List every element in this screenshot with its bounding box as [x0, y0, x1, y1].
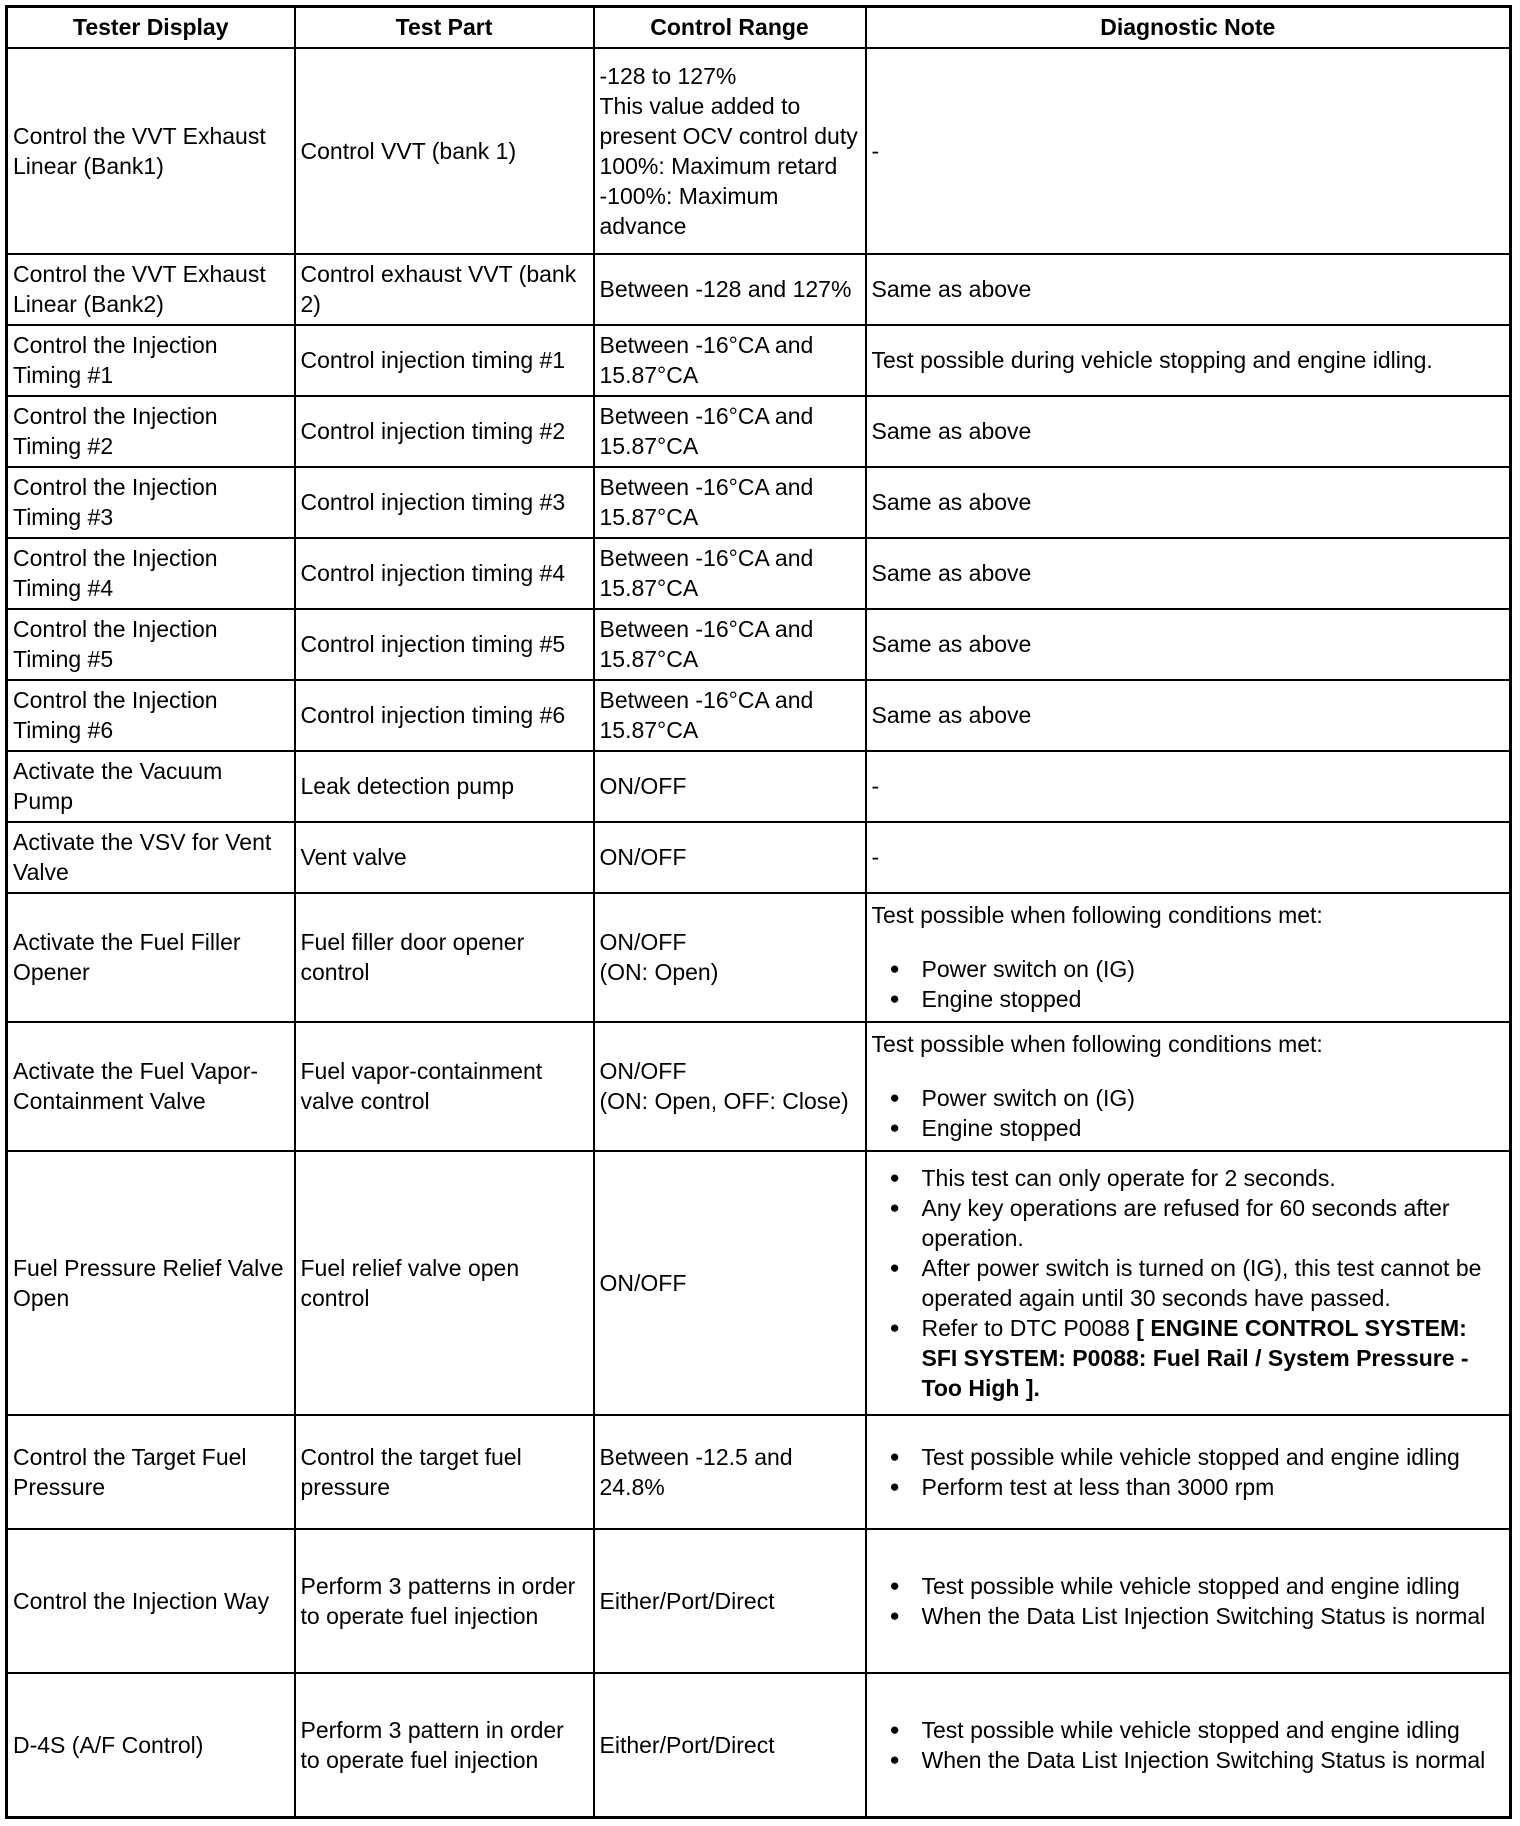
cell-control-range: Between -16°CA and 15.87°CA	[594, 325, 866, 396]
range-line: (ON: Open, OFF: Close)	[599, 1088, 849, 1115]
header-diagnostic-note: Diagnostic Note	[866, 7, 1511, 48]
note-bullet-list	[872, 1083, 1505, 1143]
note-bullet-list	[872, 954, 1505, 1014]
cell-diagnostic-note: Same as above	[866, 254, 1511, 325]
cell-control-range: Either/Port/Direct	[594, 1673, 866, 1817]
cell-control-range: Between -16°CA and 15.87°CA	[594, 538, 866, 609]
table-row	[7, 751, 1511, 822]
list-item: ● When the Data List Injection Switching Status is normal	[872, 1601, 1505, 1631]
cell-diagnostic-note	[866, 893, 1511, 1022]
list-item	[872, 1313, 1505, 1403]
list-item: ● Test possible while vehicle stopped and engine idling	[872, 1571, 1505, 1601]
cell-diagnostic-note	[866, 1415, 1511, 1529]
cell-diagnostic-note: Same as above	[866, 396, 1511, 467]
header-test-part: Test Part	[295, 7, 594, 48]
table-row	[7, 1415, 1511, 1529]
header-row	[7, 7, 1511, 48]
cell-control-range: Either/Port/Direct	[594, 1529, 866, 1673]
cell-tester-display: Activate the Fuel Vapor-Containment Valve	[7, 1022, 295, 1151]
table-row	[7, 680, 1511, 751]
cell-tester-display: Control the Injection Timing #4	[7, 538, 295, 609]
cell-control-range: Between -16°CA and 15.87°CA	[594, 396, 866, 467]
note-bullet-list	[872, 1571, 1505, 1631]
list-item: ● After power switch is turned on (IG), this test cannot be operated again until 30 seconds have passed.	[872, 1253, 1505, 1313]
cell-test-part: Control exhaust VVT (bank 2)	[295, 254, 594, 325]
list-item: ● Test possible while vehicle stopped and engine idling	[872, 1442, 1505, 1472]
range-line: This value added to present OCV control duty	[599, 92, 858, 149]
range-line: 100%: Maximum retard	[599, 152, 838, 179]
list-item: ● Engine stopped	[872, 984, 1505, 1014]
cell-control-range: Between -12.5 and 24.8%	[594, 1415, 866, 1529]
note-text: Test possible when following conditions met:	[871, 902, 1323, 929]
table-row	[7, 1151, 1511, 1416]
table-row	[7, 1529, 1511, 1673]
cell-tester-display: D-4S (A/F Control)	[7, 1673, 295, 1817]
note-bullet-list	[872, 1442, 1505, 1502]
cell-diagnostic-note: -	[866, 48, 1511, 254]
note-bullet-list	[872, 1163, 1505, 1403]
cell-test-part: Control injection timing #2	[295, 396, 594, 467]
cell-diagnostic-note	[866, 1529, 1511, 1673]
cell-control-range	[594, 1022, 866, 1151]
note-text: Test possible when following conditions met:	[871, 1031, 1323, 1058]
list-item: ● Power switch on (IG)	[872, 1083, 1505, 1113]
dtc-reference-text: Refer to DTC P0088	[921, 1315, 1137, 1341]
cell-test-part: Control injection timing #5	[295, 609, 594, 680]
active-test-table	[5, 5, 1512, 1819]
table-row	[7, 467, 1511, 538]
cell-test-part: Perform 3 pattern in order to operate fuel injection	[295, 1673, 594, 1817]
cell-tester-display: Control the Target Fuel Pressure	[7, 1415, 295, 1529]
range-line: ON/OFF	[599, 1058, 687, 1085]
list-item: ● Engine stopped	[872, 1113, 1505, 1143]
cell-tester-display: Fuel Pressure Relief Valve Open	[7, 1151, 295, 1416]
cell-test-part: Control injection timing #1	[295, 325, 594, 396]
cell-test-part: Leak detection pump	[295, 751, 594, 822]
cell-tester-display: Activate the Fuel Filler Opener	[7, 893, 295, 1022]
cell-test-part: Vent valve	[295, 822, 594, 893]
cell-diagnostic-note: Same as above	[866, 680, 1511, 751]
cell-test-part: Control injection timing #3	[295, 467, 594, 538]
dtc-reference-link[interactable]: [ ENGINE CONTROL SYSTEM: SFI SYSTEM: P0088: Fuel Rail / System Pressure - Too High ].	[921, 1315, 1469, 1401]
cell-test-part: Control VVT (bank 1)	[295, 48, 594, 254]
cell-test-part: Control the target fuel pressure	[295, 1415, 594, 1529]
table-row	[7, 325, 1511, 396]
cell-diagnostic-note: Same as above	[866, 467, 1511, 538]
cell-control-range: ON/OFF	[594, 822, 866, 893]
table-row	[7, 609, 1511, 680]
cell-diagnostic-note	[866, 1673, 1511, 1817]
note-bullet-list	[872, 1715, 1505, 1775]
cell-diagnostic-note: Same as above	[866, 538, 1511, 609]
cell-control-range: Between -16°CA and 15.87°CA	[594, 467, 866, 538]
cell-tester-display: Control the VVT Exhaust Linear (Bank1)	[7, 48, 295, 254]
cell-control-range: ON/OFF	[594, 1151, 866, 1416]
list-item: ● Any key operations are refused for 60 seconds after operation.	[872, 1193, 1505, 1253]
cell-tester-display: Control the Injection Timing #3	[7, 467, 295, 538]
table-row	[7, 48, 1511, 254]
range-line: -100%: Maximum advance	[599, 182, 779, 239]
cell-tester-display: Control the VVT Exhaust Linear (Bank2)	[7, 254, 295, 325]
cell-tester-display: Activate the VSV for Vent Valve	[7, 822, 295, 893]
table-row	[7, 396, 1511, 467]
header-control-range: Control Range	[594, 7, 866, 48]
cell-control-range	[594, 893, 866, 1022]
range-line: -128 to 127%	[599, 62, 737, 89]
cell-tester-display: Control the Injection Timing #6	[7, 680, 295, 751]
table-row	[7, 1022, 1511, 1151]
cell-tester-display: Activate the Vacuum Pump	[7, 751, 295, 822]
range-line: ON/OFF	[599, 929, 687, 956]
table-row	[7, 538, 1511, 609]
cell-test-part: Fuel filler door opener control	[295, 893, 594, 1022]
table-row	[7, 254, 1511, 325]
list-item: ● This test can only operate for 2 seconds.	[872, 1163, 1505, 1193]
list-item: ● Perform test at less than 3000 rpm	[872, 1472, 1505, 1502]
cell-test-part: Control injection timing #6	[295, 680, 594, 751]
cell-control-range	[594, 48, 866, 254]
cell-control-range: ON/OFF	[594, 751, 866, 822]
range-line: (ON: Open)	[599, 959, 719, 986]
table-row	[7, 1673, 1511, 1817]
cell-tester-display: Control the Injection Way	[7, 1529, 295, 1673]
cell-diagnostic-note	[866, 1022, 1511, 1151]
table-row	[7, 893, 1511, 1022]
cell-diagnostic-note: -	[866, 751, 1511, 822]
cell-test-part: Fuel vapor-containment valve control	[295, 1022, 594, 1151]
cell-diagnostic-note	[866, 1151, 1511, 1416]
list-item: ● Test possible while vehicle stopped and engine idling	[872, 1715, 1505, 1745]
cell-diagnostic-note: Test possible during vehicle stopping and engine idling.	[866, 325, 1511, 396]
cell-tester-display: Control the Injection Timing #5	[7, 609, 295, 680]
table-row	[7, 822, 1511, 893]
cell-test-part: Perform 3 patterns in order to operate fuel injection	[295, 1529, 594, 1673]
cell-test-part: Control injection timing #4	[295, 538, 594, 609]
header-tester-display: Tester Display	[7, 7, 295, 48]
list-item: ● Power switch on (IG)	[872, 954, 1505, 984]
cell-tester-display: Control the Injection Timing #2	[7, 396, 295, 467]
cell-diagnostic-note: Same as above	[866, 609, 1511, 680]
cell-control-range: Between -16°CA and 15.87°CA	[594, 680, 866, 751]
list-item: ● When the Data List Injection Switching Status is normal	[872, 1745, 1505, 1775]
cell-diagnostic-note: -	[866, 822, 1511, 893]
cell-test-part: Fuel relief valve open control	[295, 1151, 594, 1416]
cell-tester-display: Control the Injection Timing #1	[7, 325, 295, 396]
cell-control-range: Between -16°CA and 15.87°CA	[594, 609, 866, 680]
cell-control-range: Between -128 and 127%	[594, 254, 866, 325]
